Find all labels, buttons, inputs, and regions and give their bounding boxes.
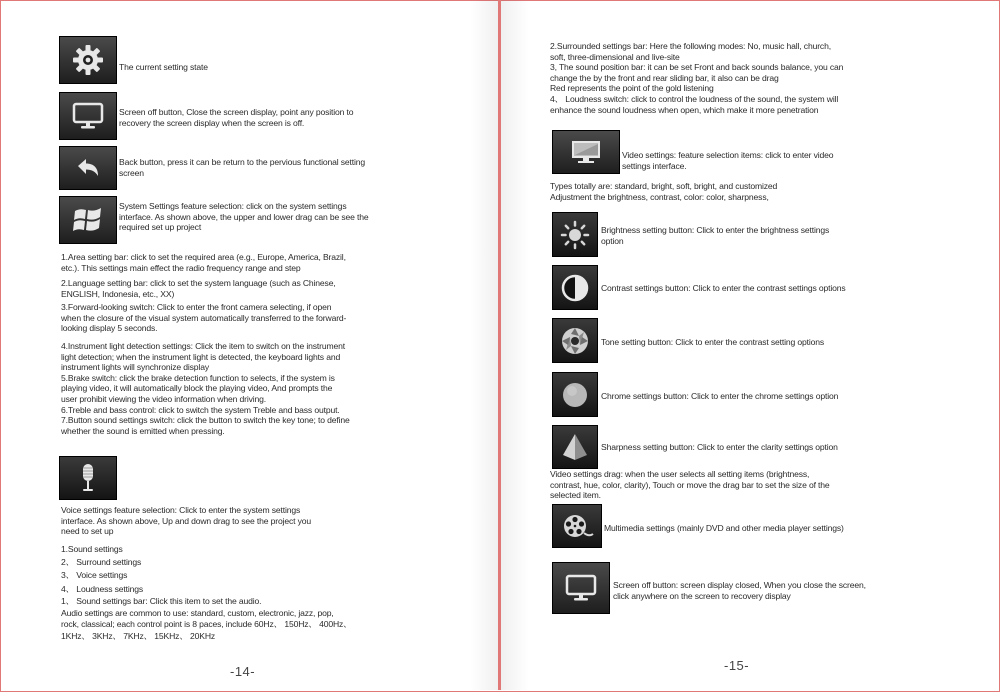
tone-icon bbox=[552, 318, 598, 363]
brightness-setting-text: Brightness setting button: Click to enter the brightness settings option bbox=[601, 225, 830, 246]
windows-icon bbox=[59, 196, 117, 244]
chrome-setting-text: Chrome settings button: Click to enter the chrome settings option bbox=[601, 391, 839, 401]
sound-settings-details: 1、 Sound settings bar: Click this item to set the audio. Audio settings are common to use: standard, custom, electronic, jazz, pop, rock, classical; each control point is 8 paces, include 60Hz、 150Hz、 400Hz、 1KHz、 3KHz、 7KHz、 15KHz、 20KHz bbox=[61, 596, 352, 641]
item-back-text: Back button, press it can be return to the pervious functional setting screen bbox=[119, 157, 366, 178]
page-number: -15- bbox=[724, 658, 750, 673]
list-item: 3、 Voice settings bbox=[61, 570, 128, 581]
contrast-icon bbox=[552, 265, 598, 310]
forward-looking-paragraph: 3.Forward-looking switch: Click to enter the front camera selecting, if open when the closure of the visual system automatically transferred to the forward- looking display 5 seconds. bbox=[61, 302, 347, 334]
instrument-light-paragraph: 4.Instrument light detection settings: Click the item to switch on the instrument light detection; when the instrument light is detected, the keyboard lights and instrument lights will synchronize display 5.Brake switch: click the brake detection function to selects, if the system is playing video, it will automatically block the playing video, And prompts the user prohibit viewing the video information when driving. 6.Treble and bass control: click to switch the system Treble and bass output. 7.Button sound settings switch: click the button to switch the key tone; to define whether the sound is emitted when pressing. bbox=[61, 341, 350, 436]
video-drag-text: Video settings drag: when the user selects all setting items (brightness, contrast, hue, color, clarity), Touch or move the drag bar to set the size of the selected item. bbox=[550, 469, 830, 501]
chrome-icon bbox=[552, 372, 598, 417]
page-15 bbox=[501, 0, 999, 690]
video-settings-text: Video settings: feature selection items: click to enter video settings interface. bbox=[622, 150, 834, 171]
tone-setting-text: Tone setting button: Click to enter the contrast setting options bbox=[601, 337, 825, 347]
video-monitor-icon bbox=[552, 130, 620, 174]
sharpness-setting-text: Sharpness setting button: Click to enter the clarity settings option bbox=[601, 442, 838, 452]
list-item: 1.Sound settings bbox=[61, 544, 123, 554]
microphone-icon bbox=[59, 456, 117, 500]
voice-settings-list bbox=[61, 543, 143, 596]
list-item: 2、 Surround settings bbox=[61, 557, 142, 568]
monitor-icon bbox=[552, 562, 610, 614]
list-item: 4、 Loudness settings bbox=[61, 583, 144, 594]
back-arrow-icon bbox=[59, 146, 117, 190]
item-system-settings-text: System Settings feature selection: click on the system settings interface. As shown above, the upper and lower drag can be see the required set up project bbox=[119, 201, 369, 233]
item-screen-off-text: Screen off button, Close the screen display, point any position to recovery the screen display when the screen is off. bbox=[119, 107, 354, 128]
area-setting-paragraph: 1.Area setting bar: click to set the required area (e.g., Europe, America, Brazil, etc.). This settings main effect the radio frequency range and step bbox=[61, 252, 346, 273]
contrast-setting-text: Contrast settings button: Click to enter the contrast settings options bbox=[601, 283, 846, 293]
language-setting-paragraph: 2.Language setting bar: click to set the system language (such as Chinese, ENGLISH, Indonesia, etc., XX) bbox=[61, 278, 336, 299]
sharpness-icon bbox=[552, 425, 598, 469]
brightness-icon bbox=[552, 212, 598, 257]
monitor-icon bbox=[59, 92, 117, 140]
surround-position-loudness-text: 2.Surrounded settings bar: Here the following modes: No, music hall, church, soft, three-dimensional and live-site 3, The sound position bar: it can be set Front and back sounds balance, you can change the by the front and rear sliding bar, it also can be drag Red represents the point of the gold listening 4、 Loudness switch: click to control the loudness of the sound, the system will enhance the sound loudness when open, which make it more penetration bbox=[550, 41, 844, 115]
item-current-setting-text: The current setting state bbox=[119, 62, 208, 72]
page-14 bbox=[0, 0, 498, 690]
gear-icon bbox=[59, 36, 117, 84]
multimedia-settings-text: Multimedia settings (mainly DVD and other media player settings) bbox=[604, 523, 844, 533]
screen-off-text: Screen off button: screen display closed, When you close the screen, click anywhere on the screen to recovery display bbox=[613, 580, 866, 601]
video-types-text: Types totally are: standard, bright, soft, bright, and customized Adjustment the brightness, contrast, color: color, sharpness, bbox=[550, 181, 778, 202]
voice-intro-text: Voice settings feature selection: Click to enter the system settings interface. As shown above, Up and down drag to see the project you need to set up bbox=[61, 505, 311, 537]
film-reel-icon bbox=[552, 504, 602, 548]
page-number: -14- bbox=[230, 664, 256, 679]
